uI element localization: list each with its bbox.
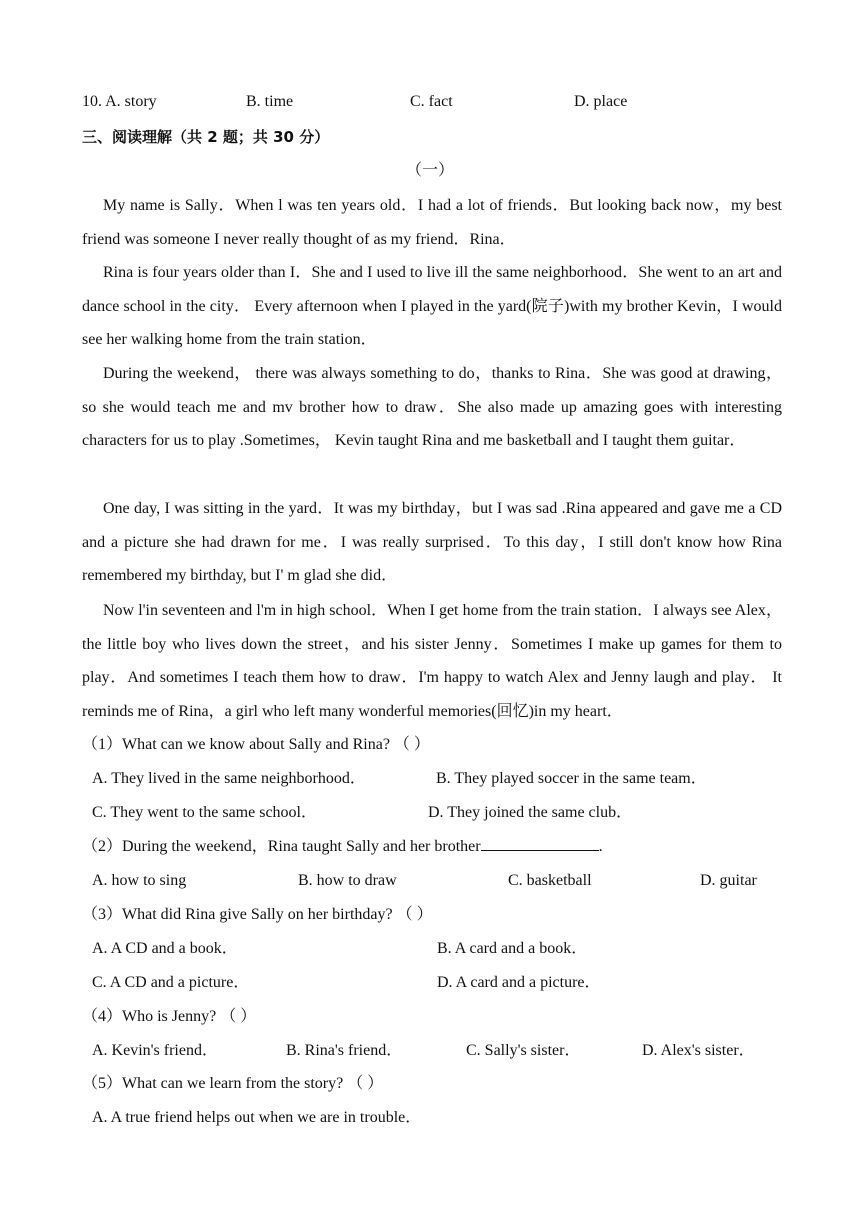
q10-option-b: B. time [246,93,294,110]
question-2-option-d: D. guitar [700,872,757,889]
question-4-option-b: B. Rina's friend． [286,1042,403,1059]
question-3-option-d: D. A card and a picture． [437,974,601,991]
paragraph-5: Now l'in seventeen and l'm in high school．When I get home from the train station．I always see Alex，the little boy who lives down the street，and his sister Jenny．Sometimes I make up games for them to play．And sometimes I teach them how to draw．I'm happy to watch Alex and Jenny laugh and play． It reminds me of Rina，a girl who left many wonderful memories(回忆)in my heart． [82,602,782,721]
question-3-option-a: A. A CD and a book． [92,940,238,957]
question-3-stem: （3）What did Rina give Sally on her birthday? （ ） [82,906,433,923]
paragraph-3: During the weekend， there was always something to do，thanks to Rina．She was good at drawing，so she would teach me and mv brother how to draw．She also made up amazing goes with interesting characters for us to play .Sometimes， Kevin taught Rina and me basketball and I taught them guitar． [82,365,782,450]
question-2-stem-end: . [598,838,603,855]
question-4-option-c: C. Sally's sister． [466,1042,581,1059]
question-1-option-b: B. They played soccer in the same team． [436,770,707,787]
section-title: 三、阅读理解（共 2 题；共 30 分） [82,128,330,146]
question-1-option-c: C. They went to the same school． [92,804,318,821]
q10-option-a: 10. A. story [82,93,157,110]
paragraph-1: My name is Sally．When l was ten years old．I had a lot of friends．But looking back now，my best friend was someone I never really thought of as my friend．Rina． [82,197,782,248]
question-5-stem: （5）What can we learn from the story? （ ） [82,1075,384,1092]
question-4-option-a: A. Kevin's friend． [92,1042,218,1059]
question-5-option-a: A. A true friend helps out when we are in trouble． [92,1109,422,1126]
question-3-option-c: C. A CD and a picture． [92,974,250,991]
paragraph-4: One day, I was sitting in the yard．It was my birthday，but I was sad .Rina appeared and gave me a CD and a picture she had drawn for me．I was really surprised．To this day，I still don't know how Rina remembered my birthday, but I' m glad she did． [82,500,782,585]
question-1-option-a: A. They lived in the same neighborhood． [92,770,366,787]
question-2-stem [82,836,603,858]
answer-blank [481,836,599,851]
question-2-stem-text: （2）During the weekend，Rina taught Sally and her brother [82,838,481,855]
question-3-option-b: B. A card and a book． [437,940,588,957]
question-1-stem: （1）What can we know about Sally and Rina? （ ） [82,736,430,753]
question-2-option-a: A. how to sing [92,872,187,889]
question-2-option-c: C. basketball [508,872,592,889]
paragraph-2: Rina is four years older than I．She and I used to live ill the same neighborhood．She went to an art and dance school in the city． Every afternoon when I played in the yard(院子)with my brother Kevin，I would see her walking home from the train station． [82,264,782,349]
question-1-option-d: D. They joined the same club． [428,804,633,821]
passage-number: （一） [405,162,454,179]
question-4-option-d: D. Alex's sister． [642,1042,755,1059]
question-2-option-b: B. how to draw [298,872,397,889]
q10-option-d: D. place [574,93,628,110]
q10-option-c: C. fact [410,93,453,110]
question-4-stem: （4）Who is Jenny? （ ） [82,1008,257,1025]
